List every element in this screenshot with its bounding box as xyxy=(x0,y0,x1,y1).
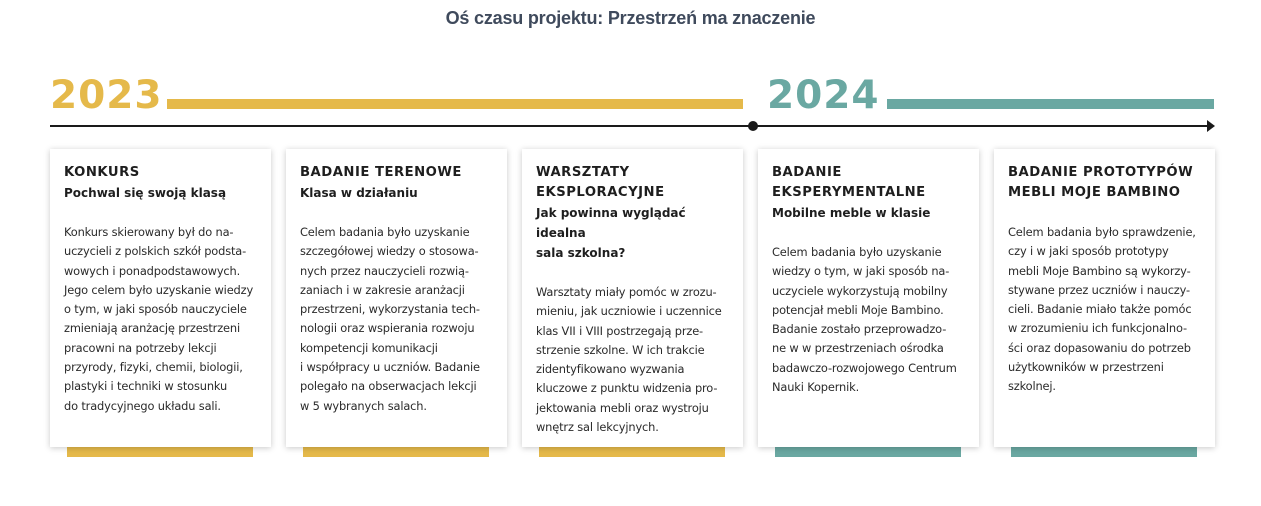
card-panel xyxy=(994,149,1215,447)
card-panel xyxy=(522,149,743,447)
card-body: Celem badania było sprawdzenie, czy i w jaki sposób prototypy mebli Moje Bambino są wykorzy- stywane przez uczniów i nauczy- cieli. Badanie miało także pomóc w zrozumieniu ich funkcjonalno- ści oraz dopasowaniu do potrzeb użytkowników w przestrzeni szkolnej. xyxy=(1008,225,1196,394)
card-title: BADANIE EKSPERYMENTALNE xyxy=(772,165,926,200)
card-badanie-eksperymentalne xyxy=(758,149,979,459)
card-panel xyxy=(50,149,271,447)
card-subtitle: Pochwal się swoją klasą xyxy=(64,186,227,200)
card-badanie-terenowe xyxy=(286,149,507,459)
card-panel xyxy=(758,149,979,447)
card-body: Celem badania było uzyskanie szczegółowej wiedzy o stosowa- nych przez nauczycieli rozwią- zaniach i w zakresie aranżacji przestrzeni, wykorzystania tech- nologii oraz wspierania rozwoju kompetencji komunikacji i współpracy u uczniów. Badanie polegało na obserwacjach lekcji w 5 wybranych salach. xyxy=(300,225,480,413)
year-label-2024: 2024 xyxy=(767,73,880,118)
card-title: KONKURS xyxy=(64,165,140,180)
card-title: BADANIE PROTOTYPÓW MEBLI MOJE BAMBINO xyxy=(1008,165,1194,200)
year-boundary-marker xyxy=(748,121,758,131)
page-title: Oś czasu projektu: Przestrzeń ma znaczenie xyxy=(445,8,816,28)
card-badanie-prototypow xyxy=(994,149,1215,459)
card-body: Celem badania było uzyskanie wiedzy o tym, w jaki sposób na- uczyciele wykorzystują mobilny potencjał mebli Moje Bambino. Badanie zostało przeprowadzo- ne w w przestrzeniach ośrodka badawczo-rozwojowego Centrum Nauki Kopernik. xyxy=(772,245,957,395)
axis-arrow-icon xyxy=(1207,120,1215,132)
card-title: WARSZTATY EKSPLORACYJNE xyxy=(536,165,665,200)
year-bar-2023 xyxy=(167,99,743,109)
card-body: Konkurs skierowany był do na- uczycieli z polskich szkół podsta- wowych i ponadpodstawowych. Jego celem było uzyskanie wiedzy o tym, w jaki sposób nauczyciele zmieniają aranżację przestrzeni pracowni na potrzeby lekcji przyrody, fizyki, chemii, biologii, plastyki i techniki w stosunku do tradycyjnego układu sali. xyxy=(64,225,254,413)
card-subtitle: Klasa w działaniu xyxy=(300,186,418,200)
card-subtitle: Jak powinna wyglądać idealna sala szkolna? xyxy=(536,206,686,260)
card-title: BADANIE TERENOWE xyxy=(300,165,462,180)
card-panel xyxy=(286,149,507,447)
year-label-2023: 2023 xyxy=(50,73,163,118)
card-konkurs xyxy=(50,149,271,459)
card-body: Warsztaty miały pomóc w zrozu- mieniu, jak uczniowie i uczennice klas VII i VIII postrzegają prze- strzenie szkolne. W ich trakcie zidentyfikowano wyzwania kluczowe z punktu widzenia pro- jektowania mebli oraz wystroju wnętrz sal lekcyjnych. xyxy=(536,285,722,435)
timeline-axis xyxy=(50,125,1210,127)
year-bar-2024 xyxy=(887,99,1214,109)
card-subtitle: Mobilne meble w klasie xyxy=(772,206,931,220)
card-warsztaty xyxy=(522,149,743,459)
